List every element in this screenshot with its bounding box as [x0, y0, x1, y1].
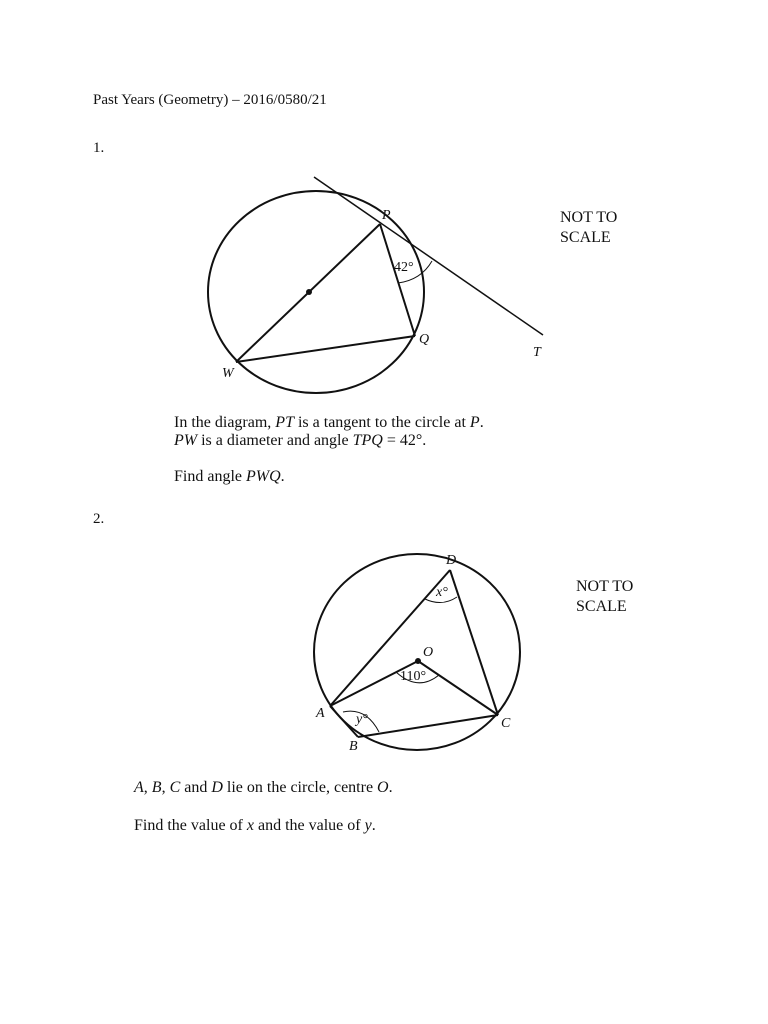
- q1-s3-pwq: PWQ: [246, 468, 281, 485]
- page-header: Past Years (Geometry) – 2016/0580/21: [93, 92, 327, 108]
- q2-label-b: B: [349, 739, 358, 754]
- q2-s1-sep1: ,: [143, 779, 152, 796]
- q2-statement-2: [134, 817, 376, 835]
- q1-s2-text: is a diameter and angle: [197, 432, 353, 449]
- q1-not-to-scale-line1: NOT TO: [560, 209, 618, 226]
- q1-s3-end: .: [280, 468, 285, 485]
- q1-s1-end: .: [479, 414, 484, 431]
- q2-label-d: D: [446, 553, 457, 568]
- q2-s1-sep2: ,: [161, 779, 170, 796]
- q2-label-a: A: [316, 706, 325, 721]
- q2-chord-bc: [358, 715, 498, 737]
- question-2-number: 2.: [93, 511, 105, 527]
- q1-s1-pt: PT: [275, 414, 294, 431]
- q2-not-to-scale: [576, 577, 633, 617]
- q2-s2-x: x: [246, 817, 254, 834]
- q1-s2-pw: PW: [174, 432, 198, 449]
- q1-s1-text: In the diagram,: [174, 414, 276, 431]
- q2-s1-a: A: [134, 779, 144, 796]
- question-1-number: 1.: [93, 140, 105, 156]
- q2-s1-end: .: [388, 779, 393, 796]
- q2-circle: [314, 554, 520, 750]
- q1-s2-end: = 42°.: [382, 432, 427, 449]
- q2-s2-text: Find the value of: [134, 817, 247, 834]
- q2-chord-ab: [330, 706, 358, 737]
- q2-radius-oc: [418, 661, 498, 715]
- q2-s2-end: .: [371, 817, 376, 834]
- q2-statement-1: [134, 779, 393, 797]
- q2-s2-y: y: [364, 817, 372, 834]
- q1-s1-text2: is a tangent to the circle at: [293, 414, 470, 431]
- q1-label-t: T: [533, 345, 541, 360]
- q1-label-p: P: [382, 208, 391, 223]
- q2-chord-ad: [330, 570, 450, 706]
- q1-s1-p: P: [469, 414, 480, 431]
- q1-not-to-scale-line2: SCALE: [560, 229, 611, 246]
- q2-angle-110-label: 110°: [400, 669, 427, 684]
- q1-label-q: Q: [419, 332, 430, 347]
- q2-not-to-scale-line1: NOT TO: [576, 578, 634, 595]
- q2-label-c: C: [501, 716, 511, 731]
- q2-s1-and: and: [180, 779, 212, 796]
- q1-label-w: W: [222, 366, 234, 381]
- q2-angle-x-label: x°: [436, 585, 448, 600]
- q2-s2-text2: and the value of: [253, 817, 365, 834]
- q2-s1-b: B: [151, 779, 162, 796]
- q2-s1-d: D: [211, 779, 223, 796]
- q1-s3-text: Find angle: [174, 468, 246, 485]
- q2-chord-dc: [450, 570, 498, 715]
- q2-label-o: O: [423, 645, 434, 660]
- q2-s1-text: lie on the circle, centre: [222, 779, 378, 796]
- q2-angle-y-label: y°: [356, 712, 368, 727]
- q2-not-to-scale-line2: SCALE: [576, 598, 627, 615]
- q2-s1-o: O: [377, 779, 389, 796]
- q2-centre-dot: [415, 658, 421, 664]
- q2-s1-c: C: [169, 779, 181, 796]
- q1-s2-tpq: TPQ: [352, 432, 383, 449]
- q1-angle-label: 42°: [394, 260, 414, 275]
